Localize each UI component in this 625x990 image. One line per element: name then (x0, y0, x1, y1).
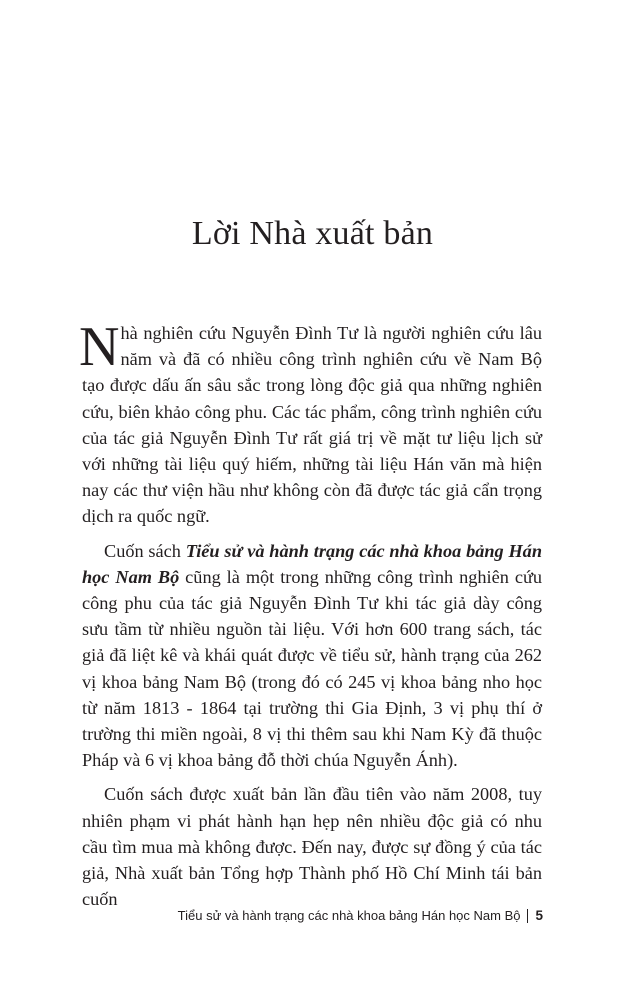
body-text (79, 316, 543, 920)
chapter-title: Lời Nhà xuất bản (191, 215, 434, 252)
paragraph-2-lead: Cuốn sách (104, 540, 186, 561)
drop-cap: N (79, 316, 120, 378)
paragraph-2 (82, 538, 542, 774)
page-number: 5 (535, 908, 543, 923)
book-title: Tiểu sử và hành trạng các nhà khoa bảng Hán học Nam Bộ (82, 540, 542, 587)
paragraph-3-text: Cuốn sách được xuất bản lần đầu tiên vào năm 2008, tuy nhiên phạm vi phát hành hạn hẹp nên nhiều độc giả có nhu cầu tìm mua mà không được. Đến nay, được sự đồng ý của tác giả, Nhà xuất bản Tổng hợp Thành phố Hồ Chí Minh tái bản cuốn (82, 784, 542, 910)
paragraph-1-text: hà nghiên cứu Nguyễn Đình Tư là người nghiên cứu lâu năm và đã có nhiều công trình nghiên cứu về Nam Bộ tạo được dấu ấn sâu sắc trong lòng độc giả qua những nghiên cứu, biên khảo công phu. Các tác phẩm, công trình nghiên cứu của tác giả Nguyễn Đình Tư rất giá trị về mặt tư liệu lịch sử với những tài liệu quý hiếm, những tài liệu Hán văn mà hiện nay các thư viện hầu như không còn đã được tác giả cẩn trọng dịch ra quốc ngữ. (82, 323, 542, 527)
running-title: Tiểu sử và hành trạng các nhà khoa bảng Hán học Nam Bộ (177, 908, 521, 923)
paragraph-1 (79, 316, 542, 530)
paragraph-2-text: cũng là một trong những công trình nghiên cứu công phu của tác giả Nguyễn Đình Tư khi tác giả dày công sưu tầm từ nhiều nguồn tài liệu. Với hơn 600 trang sách, tác giả đã liệt kê và khái quát được về tiểu sử, hành trạng của 262 vị khoa bảng Nam Bộ (trong đó có 245 vị khoa bảng nho học từ năm 1813 - 1864 tại trường thi Gia Định, 3 vị phụ thí ở trường thi miền ngoài, 8 vị thi thêm sau khi Nam Kỳ đã thuộc Pháp và 6 vị khoa bảng đỗ thời chúa Nguyễn Ánh). (82, 566, 543, 771)
footer-divider (527, 909, 528, 923)
paragraph-3 (82, 781, 542, 912)
page-footer (178, 908, 543, 923)
